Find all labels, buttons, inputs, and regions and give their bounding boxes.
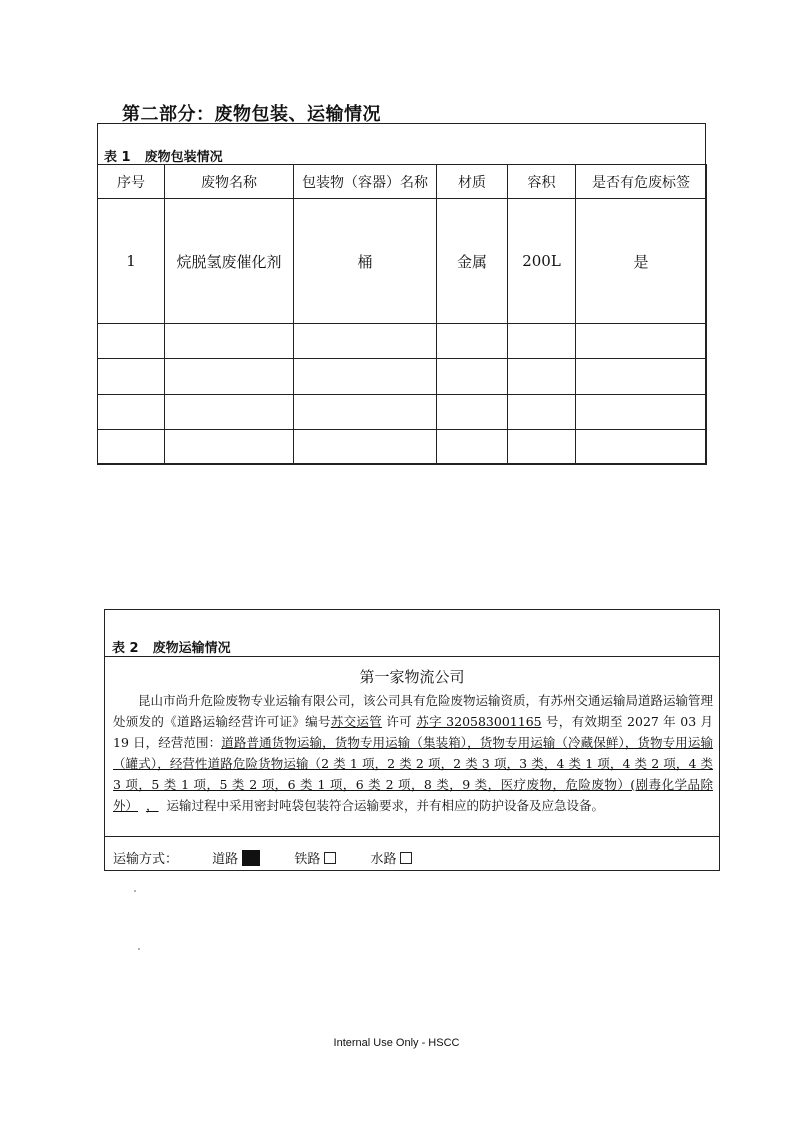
checkbox-empty-icon[interactable] bbox=[324, 852, 336, 864]
header-cell: 是否有危废标签 bbox=[576, 165, 707, 199]
mode-water[interactable] bbox=[370, 852, 412, 867]
transport-description bbox=[113, 690, 713, 816]
separator: ， bbox=[145, 798, 159, 813]
row-number: 1 bbox=[98, 199, 165, 324]
table1-header-row bbox=[98, 165, 707, 199]
waste-name: 烷脱氢废催化剂 bbox=[165, 199, 294, 324]
mode-water-label: 水路 bbox=[370, 852, 397, 867]
header-cell: 废物名称 bbox=[165, 165, 294, 199]
table1-title: 废物包装情况 bbox=[144, 150, 223, 165]
divider bbox=[105, 836, 719, 837]
empty-row bbox=[98, 394, 707, 429]
mode-rail[interactable] bbox=[294, 852, 336, 867]
company-heading: 第一家物流公司 bbox=[359, 668, 465, 686]
para-text: 号，有效期至 2027 年 03 月 19 日，经营范围： bbox=[113, 714, 713, 750]
header-cell: 材质 bbox=[437, 165, 508, 199]
table1-label: 表 1 bbox=[104, 150, 131, 165]
packaging-table-container bbox=[97, 123, 706, 464]
header-cell: 序号 bbox=[98, 165, 165, 199]
transport-mode-label: 运输方式： bbox=[113, 852, 179, 867]
permit-number: 苏字 320583001165 bbox=[416, 714, 542, 729]
transport-mode-row bbox=[113, 848, 412, 867]
table1-caption bbox=[104, 146, 223, 165]
hazard-label-flag: 是 bbox=[576, 199, 707, 324]
transport-table bbox=[104, 609, 720, 871]
footer-text: Internal Use Only - HSCC bbox=[333, 1037, 460, 1049]
empty-row bbox=[98, 359, 707, 394]
mode-road[interactable] bbox=[212, 852, 260, 867]
table-row bbox=[98, 199, 707, 324]
volume: 200L bbox=[508, 199, 576, 324]
divider bbox=[105, 656, 719, 657]
checkbox-empty-icon[interactable] bbox=[400, 852, 412, 864]
container-name: 桶 bbox=[294, 199, 437, 324]
mode-rail-label: 铁路 bbox=[294, 852, 321, 867]
business-scope: 道路普通货物运输，货物专用运输（集装箱），货物专用运输（冷藏保鲜），货物专用运输（罐式），经营性道路危险货物运输（2 类 1 项，2 类 2 项，2 类 3 项，3 类，4 类 1 项，4 类 2 项，4 类 3 项，5 类 1 项，5 类 2 项，6 类 1 项，6 类 2 项，8 类，9 类，医疗废物，危险废物）(剧毒化学品除外） bbox=[113, 735, 713, 813]
permit-prefix: 苏交运管 bbox=[330, 714, 383, 729]
header-cell: 包装物（容器）名称 bbox=[294, 165, 437, 199]
empty-row bbox=[98, 324, 707, 359]
scan-speck bbox=[138, 948, 140, 950]
para-text: 昆山市尚升危险废物专业运输有限公司，该公司具有危险废物运输资质，有苏州交通运输局道路运输管理处颁发的《道路运输经营许可证》编号 bbox=[113, 693, 714, 729]
mode-road-label: 道路 bbox=[212, 852, 239, 867]
packaging-table bbox=[97, 164, 707, 465]
table2-label: 表 2 bbox=[112, 641, 139, 656]
table2-title: 废物运输情况 bbox=[152, 641, 231, 656]
checkbox-checked-icon[interactable] bbox=[242, 850, 260, 866]
table2-caption bbox=[112, 637, 231, 656]
material: 金属 bbox=[437, 199, 508, 324]
scan-speck bbox=[134, 890, 136, 892]
para-text: 运输过程中采用密封吨袋包装符合运输要求，并有相应的防护设备及应急设备。 bbox=[166, 798, 604, 813]
section-title: 第二部分：废物包装、运输情况 bbox=[122, 104, 381, 125]
header-cell: 容积 bbox=[508, 165, 576, 199]
para-text: 许可 bbox=[386, 714, 412, 729]
empty-row bbox=[98, 429, 707, 464]
